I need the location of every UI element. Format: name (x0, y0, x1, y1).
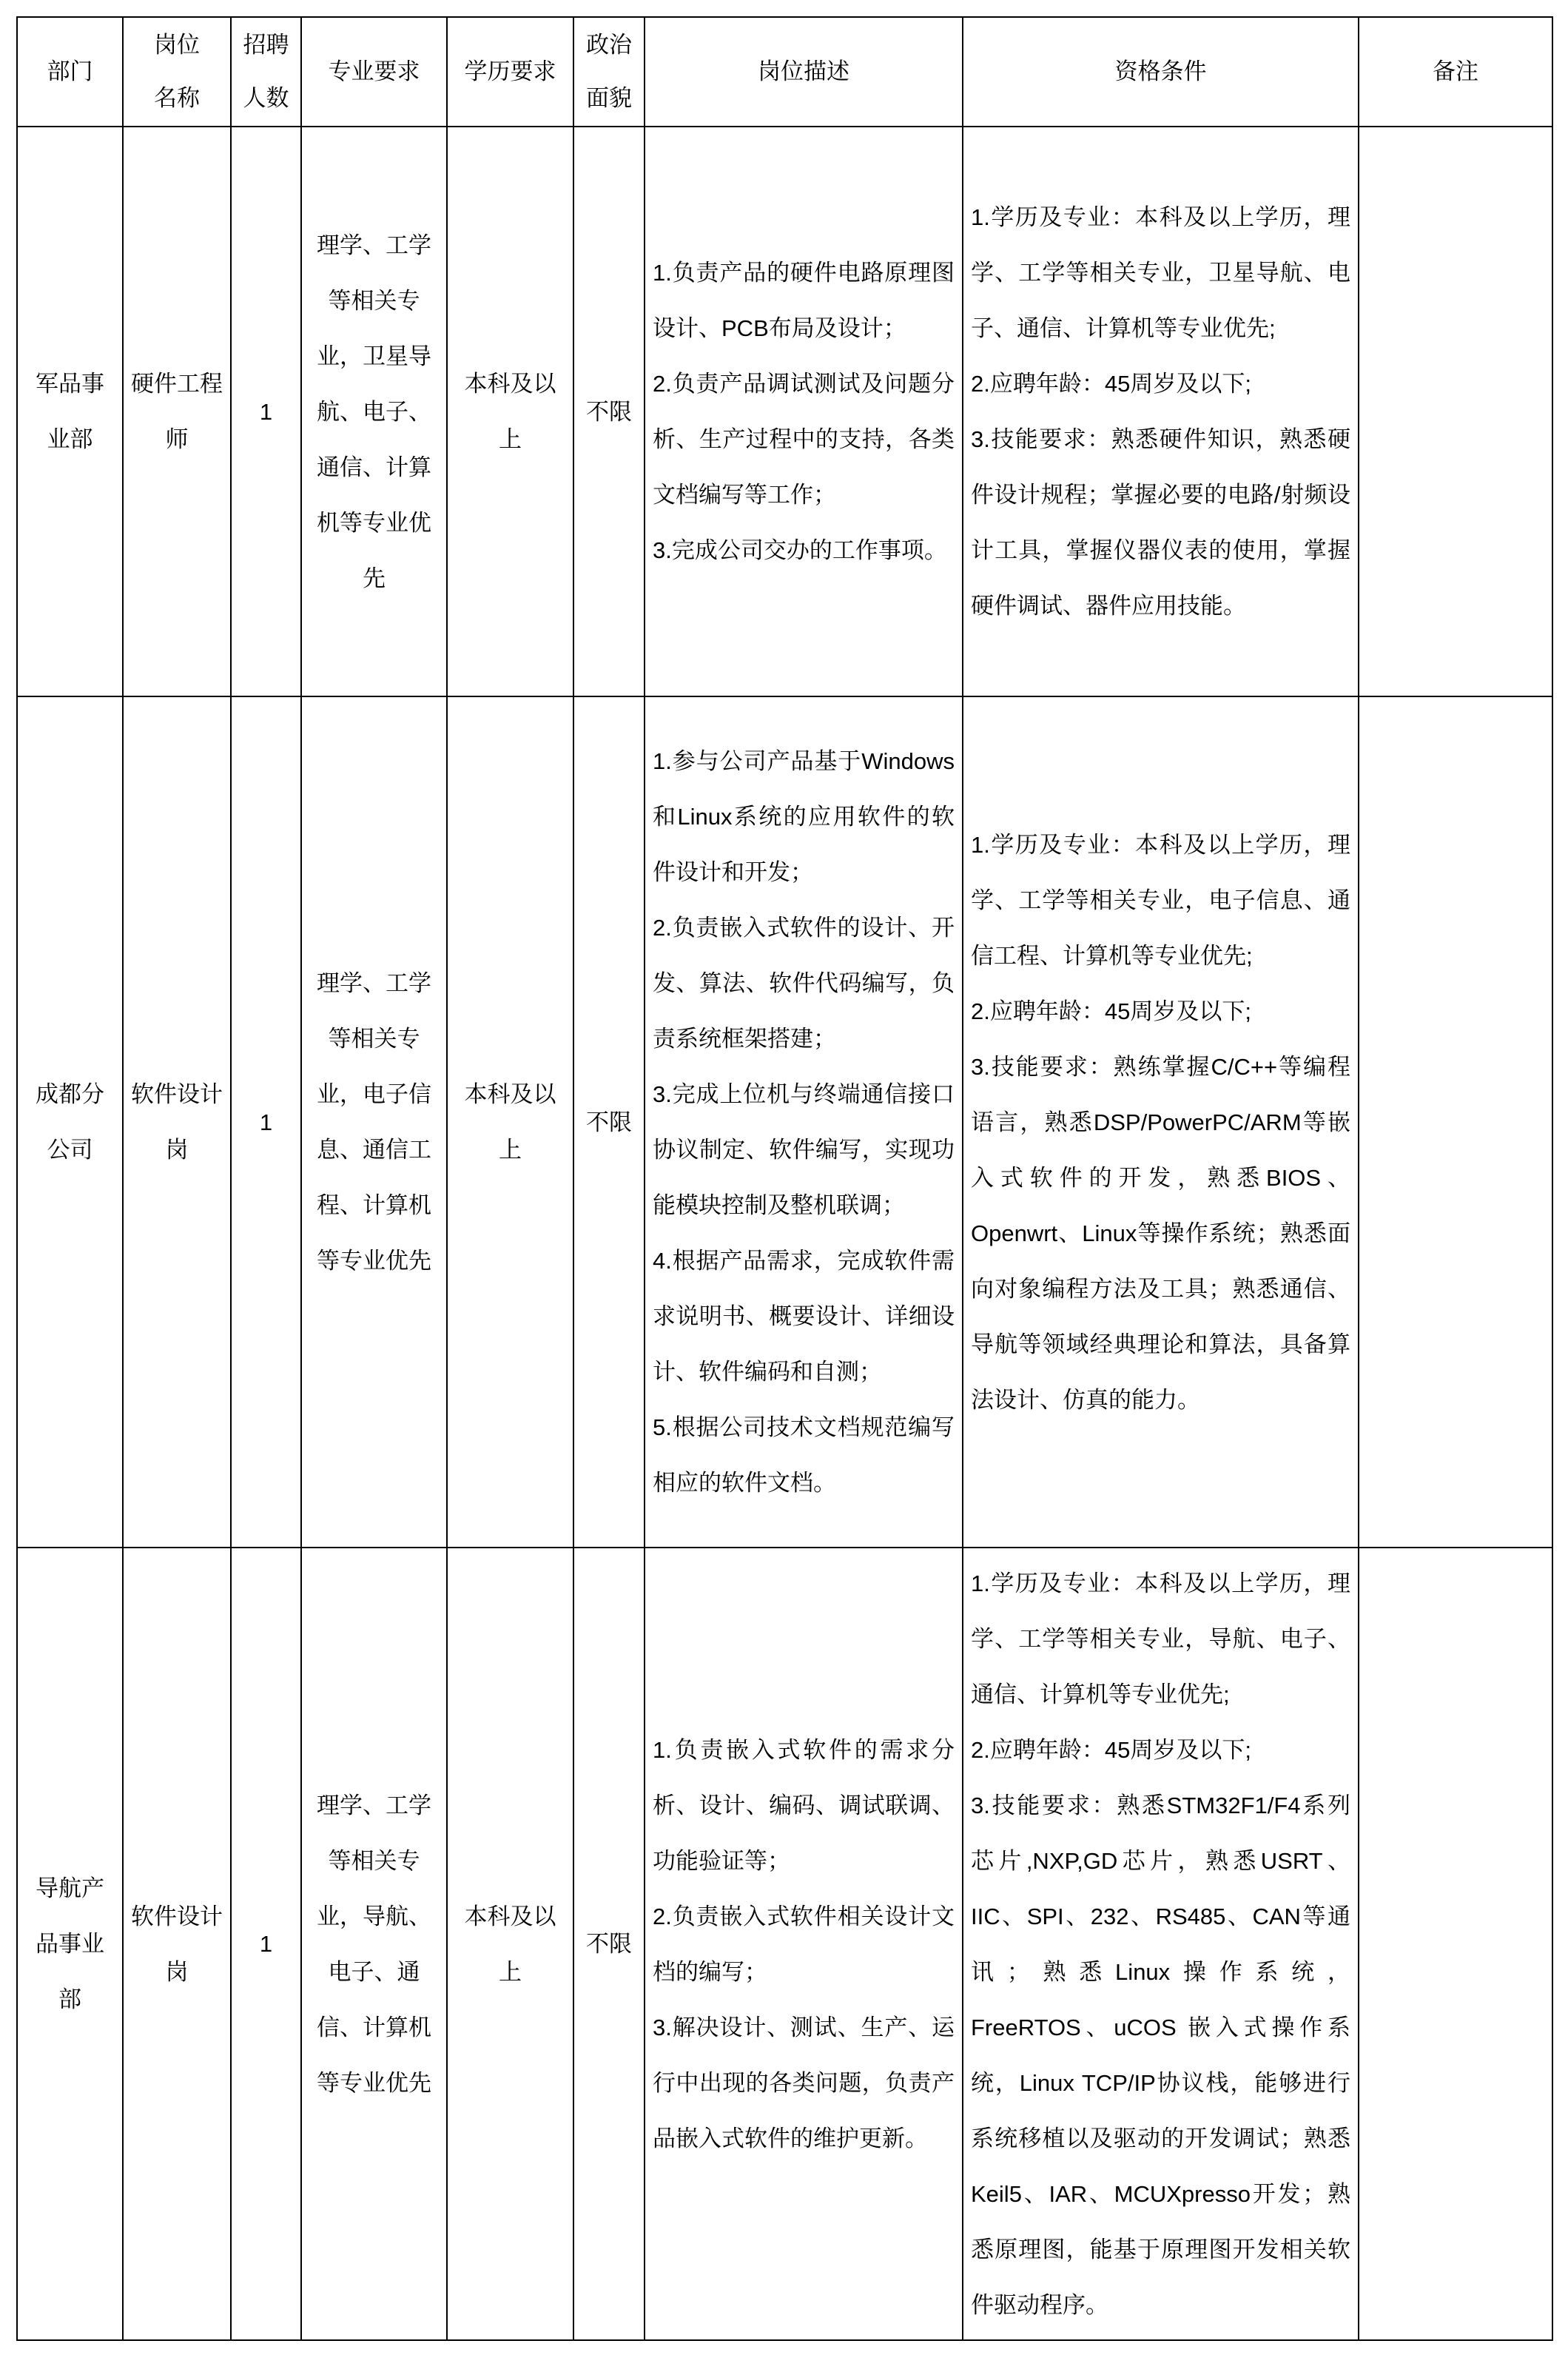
description-item: 5.根据公司技术文档规范编写相应的软件文档。 (653, 1414, 955, 1496)
cell-position: 硬件工程师 (123, 127, 231, 696)
recruitment-table (16, 16, 1553, 2341)
table-row (17, 1548, 1552, 2340)
qualification-item: 1.学历及专业：本科及以上学历，理学、工学等相关专业，卫星导航、电子、通信、计算机等专业优先; (971, 204, 1350, 341)
cell-education: 本科及以上 (447, 127, 573, 696)
description-item: 2.负责产品调试测试及问题分析、生产过程中的支持，各类文档编写等工作； (653, 371, 955, 508)
header-cell-description: 岗位描述 (645, 17, 963, 127)
cell-remark (1359, 696, 1552, 1548)
cell-headcount: 1 (231, 1548, 301, 2340)
header-cell-headcount (231, 17, 301, 127)
cell-remark (1359, 1548, 1552, 2340)
cell-political: 不限 (573, 1548, 645, 2340)
header-row (17, 17, 1552, 127)
cell-department: 成都分公司 (17, 696, 123, 1548)
cell-major: 理学、工学等相关专业，电子信息、通信工程、计算机等专业优先 (301, 696, 447, 1548)
qualification-item: 3.技能要求：熟悉STM32F1/F4系列芯片,NXP,GD芯片，熟悉USRT、IIC、SPI、232、RS485、CAN等通讯；熟悉Linux操作系统，FreeRTOS、uCOS 嵌入式操作系统，Linux TCP/IP协议栈，能够进行系统移植以及驱动的开发调试；熟悉Keil5、IAR、MCUXpresso开发；熟悉原理图，能基于原理图开发相关软件驱动程序。 (971, 1792, 1350, 2318)
cell-education: 本科及以上 (447, 696, 573, 1548)
qualification-item: 2.应聘年龄：45周岁及以下; (971, 371, 1251, 397)
description-item: 1.负责嵌入式软件的需求分析、设计、编码、调试联调、功能验证等； (653, 1736, 955, 1874)
header-cell-education: 学历要求 (447, 17, 573, 127)
header-label-headcount: 招聘人数 (243, 32, 289, 111)
description-item: 2.负责嵌入式软件相关设计文档的编写； (653, 1903, 955, 1985)
description-item: 2.负责嵌入式软件的设计、开发、算法、软件代码编写，负责系统框架搭建； (653, 915, 955, 1052)
cell-department: 军品事业部 (17, 127, 123, 696)
cell-department: 导航产品事业部 (17, 1548, 123, 2340)
qualification-item: 1.学历及专业：本科及以上学历，理学、工学等相关专业，电子信息、通信工程、计算机等专业优先; (971, 831, 1350, 969)
description-item: 3.完成上位机与终端通信接口协议制定、软件编写，实现功能模块控制及整机联调； (653, 1081, 955, 1218)
cell-position: 软件设计岗 (123, 1548, 231, 2340)
description-item: 4.根据产品需求，完成软件需求说明书、概要设计、详细设计、软件编码和自测； (653, 1248, 955, 1385)
cell-headcount: 1 (231, 127, 301, 696)
cell-qualification (963, 127, 1359, 696)
description-item: 3.完成公司交办的工作事项。 (653, 537, 947, 563)
qualification-item: 2.应聘年龄：45周岁及以下; (971, 1736, 1251, 1763)
header-cell-major: 专业要求 (301, 17, 447, 127)
qualification-item: 3.技能要求：熟练掌握C/C++等编程语言，熟悉DSP/PowerPC/ARM等嵌入式软件的开发，熟悉BIOS、Openwrt、Linux等操作系统；熟悉面向对象编程方法及工具；熟悉通信、导航等领域经典理论和算法，具备算法设计、仿真的能力。 (971, 1053, 1350, 1413)
table-row (17, 127, 1552, 696)
cell-qualification (963, 1548, 1359, 2340)
description-item: 3.解决设计、测试、生产、运行中出现的各类问题，负责产品嵌入式软件的维护更新。 (653, 2014, 955, 2151)
table-row (17, 696, 1552, 1548)
cell-description (645, 696, 963, 1548)
cell-political: 不限 (573, 127, 645, 696)
cell-qualification (963, 696, 1359, 1548)
header-cell-remark: 备注 (1359, 17, 1552, 127)
header-cell-qualification: 资格条件 (963, 17, 1359, 127)
description-item: 1.负责产品的硬件电路原理图设计、PCB布局及设计； (653, 260, 955, 341)
header-cell-department: 部门 (17, 17, 123, 127)
cell-major: 理学、工学等相关专业，卫星导航、电子、通信、计算机等专业优先 (301, 127, 447, 696)
cell-major: 理学、工学等相关专业，导航、电子、通信、计算机等专业优先 (301, 1548, 447, 2340)
cell-remark (1359, 127, 1552, 696)
cell-headcount: 1 (231, 696, 301, 1548)
cell-position: 软件设计岗 (123, 696, 231, 1548)
header-cell-political (573, 17, 645, 127)
cell-political: 不限 (573, 696, 645, 1548)
description-item: 1.参与公司产品基于Windows和Linux系统的应用软件的软件设计和开发； (653, 748, 955, 885)
cell-description (645, 127, 963, 696)
cell-education: 本科及以上 (447, 1548, 573, 2340)
qualification-item: 2.应聘年龄：45周岁及以下; (971, 998, 1251, 1024)
header-cell-position (123, 17, 231, 127)
header-label-political: 政治面貌 (586, 32, 632, 111)
qualification-item: 1.学历及专业：本科及以上学历，理学、工学等相关专业，导航、电子、通信、计算机等专业优先; (971, 1570, 1350, 1707)
header-label-position: 岗位名称 (154, 32, 200, 111)
qualification-item: 3.技能要求：熟悉硬件知识，熟悉硬件设计规程；掌握必要的电路/射频设计工具，掌握仪器仪表的使用，掌握硬件调试、器件应用技能。 (971, 426, 1350, 619)
cell-description (645, 1548, 963, 2340)
